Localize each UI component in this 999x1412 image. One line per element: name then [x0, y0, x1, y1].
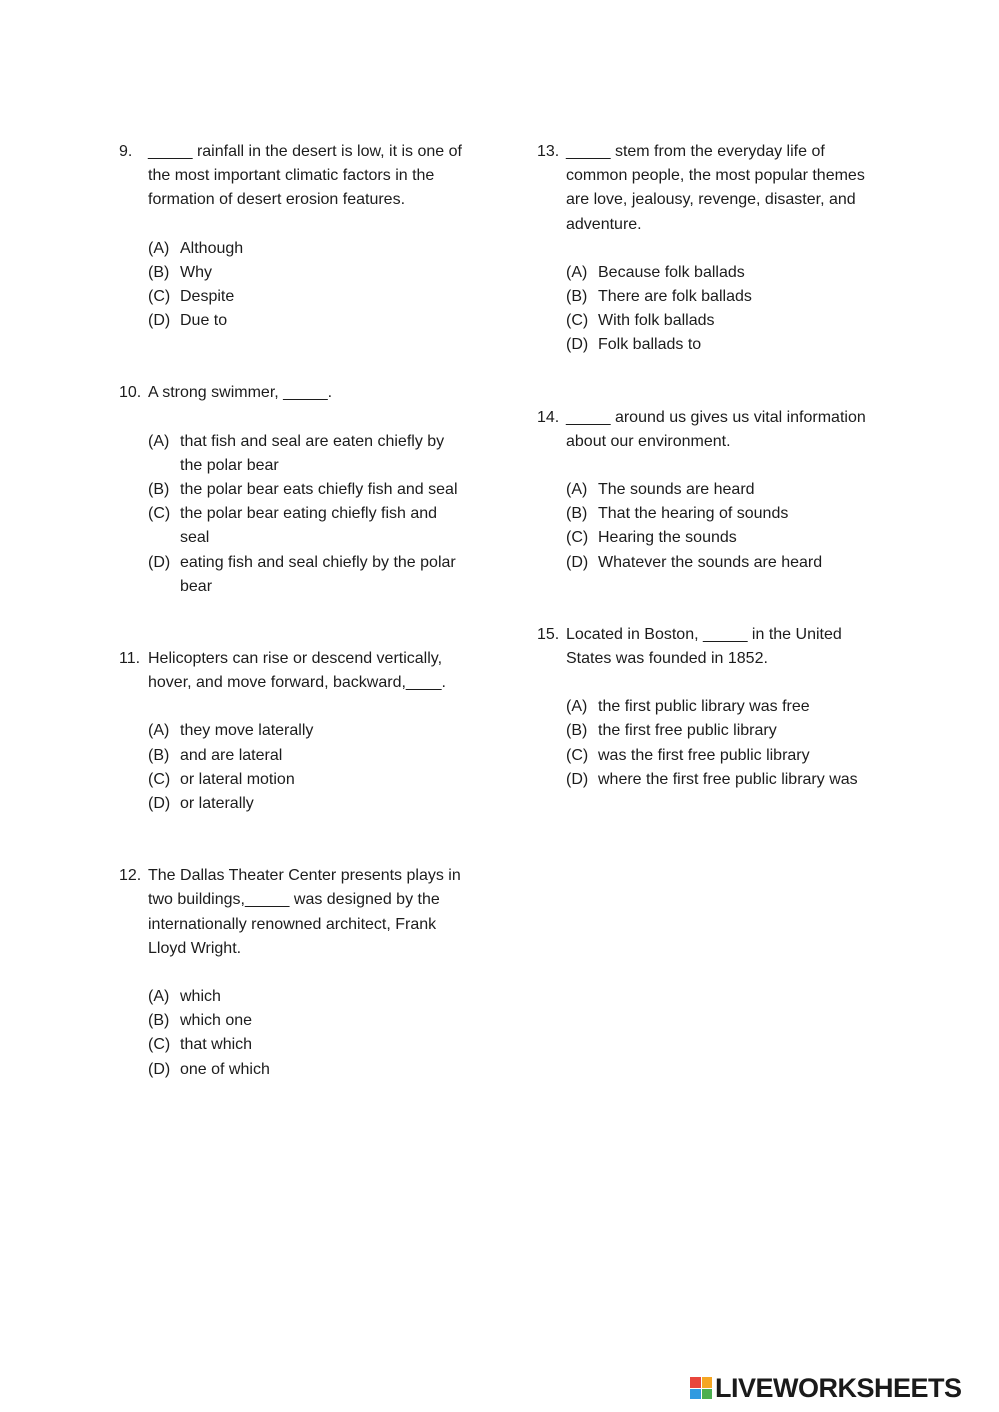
option-text: Although	[180, 239, 244, 257]
answer-option-c[interactable]	[148, 768, 464, 792]
answer-option-c[interactable]	[566, 526, 882, 550]
option-letter: (A)	[148, 722, 170, 740]
answer-option-c[interactable]	[148, 502, 464, 550]
option-text: the first free public library	[598, 722, 777, 740]
option-letter: (A)	[148, 432, 170, 450]
answer-option-a[interactable]	[566, 695, 882, 719]
question-number: 13.	[537, 143, 560, 160]
option-text: Despite	[180, 288, 235, 306]
option-text: There are folk ballads	[598, 288, 752, 306]
option-letter: (C)	[566, 529, 589, 547]
answer-option-a[interactable]	[566, 261, 882, 285]
option-text: one of which	[180, 1060, 270, 1078]
answer-option-a[interactable]	[148, 985, 464, 1009]
right-column	[537, 140, 882, 840]
left-column	[119, 140, 464, 1130]
answer-option-b[interactable]	[566, 285, 882, 309]
answer-option-d[interactable]	[148, 792, 464, 816]
option-text: With folk ballads	[598, 312, 715, 330]
liveworksheets-logo-icon	[690, 1377, 712, 1399]
option-text: they move laterally	[180, 722, 314, 740]
option-text: where the first free public library was	[598, 770, 858, 788]
answer-options	[148, 430, 464, 599]
option-text: that which	[180, 1036, 253, 1054]
question-11	[119, 647, 464, 816]
answer-option-d[interactable]	[566, 333, 882, 357]
option-letter: (C)	[148, 770, 171, 788]
question-number: 9.	[119, 143, 133, 160]
question-number: 14.	[537, 408, 560, 426]
logo-square-l	[690, 1377, 701, 1388]
question-15	[537, 623, 882, 792]
answer-options	[148, 985, 464, 1082]
answer-option-a[interactable]	[148, 237, 464, 261]
answer-option-b[interactable]	[148, 261, 464, 285]
answer-option-c[interactable]	[148, 285, 464, 309]
answer-option-d[interactable]	[148, 309, 464, 333]
option-letter: (D)	[148, 795, 171, 813]
question-stem	[537, 406, 882, 454]
option-letter: (C)	[148, 288, 171, 306]
option-letter: (C)	[148, 505, 171, 523]
liveworksheets-logo	[690, 1373, 962, 1403]
option-letter: (B)	[148, 1012, 170, 1030]
question-number: 12.	[119, 867, 142, 885]
option-text: Hearing the sounds	[598, 529, 737, 547]
question-stem	[537, 140, 882, 237]
option-letter: (D)	[148, 553, 171, 571]
option-text: was the first free public library	[598, 746, 810, 764]
option-letter: (A)	[566, 481, 588, 499]
option-letter: (A)	[566, 263, 588, 281]
option-text: Whatever the sounds are heard	[598, 553, 823, 571]
option-text: Why	[180, 263, 212, 281]
question-text: Helicopters can rise or descend vertically, hover, and move forward, backward,____.	[148, 650, 446, 692]
logo-square-i	[702, 1377, 713, 1388]
option-letter: (A)	[148, 239, 170, 257]
option-letter: (C)	[148, 1036, 171, 1054]
option-letter: (A)	[566, 698, 588, 716]
question-text: _____ stem from the everyday life of common people, the most popular themes are love, jealousy, revenge, disaster, and adventure.	[566, 143, 865, 233]
question-10	[119, 381, 464, 599]
question-number: 15.	[537, 625, 560, 643]
answer-option-a[interactable]	[148, 430, 464, 478]
answer-option-b[interactable]	[148, 1009, 464, 1033]
question-number: 11.	[119, 650, 141, 668]
option-text: That the hearing of sounds	[598, 505, 789, 523]
logo-square-v	[690, 1389, 701, 1400]
option-letter: (B)	[566, 505, 588, 523]
option-text: which one	[180, 1012, 253, 1030]
answer-option-d[interactable]	[566, 768, 882, 792]
question-stem	[119, 381, 464, 405]
answer-option-c[interactable]	[148, 1033, 464, 1057]
question-9	[119, 140, 464, 333]
option-letter: (C)	[566, 746, 589, 764]
question-14	[537, 406, 882, 575]
option-letter: (D)	[148, 1060, 171, 1078]
option-letter: (D)	[566, 770, 589, 788]
option-text: The sounds are heard	[598, 481, 755, 499]
option-text: the first public library was free	[598, 698, 810, 716]
question-text: _____ around us gives us vital information about our environment.	[566, 408, 866, 450]
question-text: _____ rainfall in the desert is low, it is one of the most important climatic factors in the formation of desert erosion features.	[148, 143, 462, 209]
option-letter: (B)	[148, 481, 170, 499]
answer-options	[566, 695, 882, 792]
option-text: the polar bear eating chiefly fish and seal	[180, 505, 438, 547]
answer-option-b[interactable]	[148, 478, 464, 502]
answer-option-a[interactable]	[148, 719, 464, 743]
option-letter: (D)	[148, 312, 171, 330]
option-letter: (D)	[566, 553, 589, 571]
option-letter: (A)	[148, 988, 170, 1006]
question-stem	[537, 623, 882, 671]
option-text: or laterally	[180, 795, 254, 813]
answer-option-d[interactable]	[148, 551, 464, 599]
option-letter: (C)	[566, 312, 589, 330]
question-13	[537, 140, 882, 358]
logo-text: LIVEWORKSHEETS	[715, 1373, 962, 1403]
question-text: A strong swimmer, _____.	[148, 384, 333, 402]
answer-option-c[interactable]	[566, 744, 882, 768]
logo-square-e	[702, 1389, 713, 1400]
answer-option-d[interactable]	[148, 1058, 464, 1082]
option-text: which	[180, 988, 221, 1006]
question-stem	[119, 647, 464, 695]
option-letter: (B)	[148, 746, 170, 764]
question-text: Located in Boston, _____ in the United States was founded in 1852.	[566, 625, 842, 668]
answer-option-c[interactable]	[566, 309, 882, 333]
answer-option-d[interactable]	[566, 551, 882, 575]
answer-options	[148, 237, 464, 334]
option-letter: (B)	[566, 722, 588, 740]
answer-option-a[interactable]	[566, 478, 882, 502]
option-text: that fish and seal are eaten chiefly by the polar bear	[180, 432, 445, 474]
option-text: Because folk ballads	[598, 263, 745, 281]
question-text: The Dallas Theater Center presents plays in two buildings,_____ was designed by the internationally renowned architect, Frank Lloyd Wright.	[148, 867, 461, 957]
answer-option-b[interactable]	[566, 502, 882, 526]
option-text: and are lateral	[180, 746, 283, 764]
option-text: the polar bear eats chiefly fish and seal	[180, 481, 458, 499]
answer-options	[148, 719, 464, 816]
question-12	[119, 864, 464, 1082]
question-stem	[119, 864, 464, 961]
answer-option-b[interactable]	[566, 719, 882, 743]
answer-options	[566, 261, 882, 358]
option-text: Due to	[180, 312, 228, 330]
answer-option-b[interactable]	[148, 744, 464, 768]
option-letter: (D)	[566, 336, 589, 354]
answer-options	[566, 478, 882, 575]
option-text: eating fish and seal chiefly by the polar bear	[180, 553, 456, 595]
option-letter: (B)	[148, 263, 170, 281]
question-stem	[119, 140, 464, 213]
option-text: Folk ballads to	[598, 336, 702, 354]
option-letter: (B)	[566, 288, 588, 306]
question-number: 10.	[119, 384, 142, 402]
option-text: or lateral motion	[180, 770, 295, 788]
